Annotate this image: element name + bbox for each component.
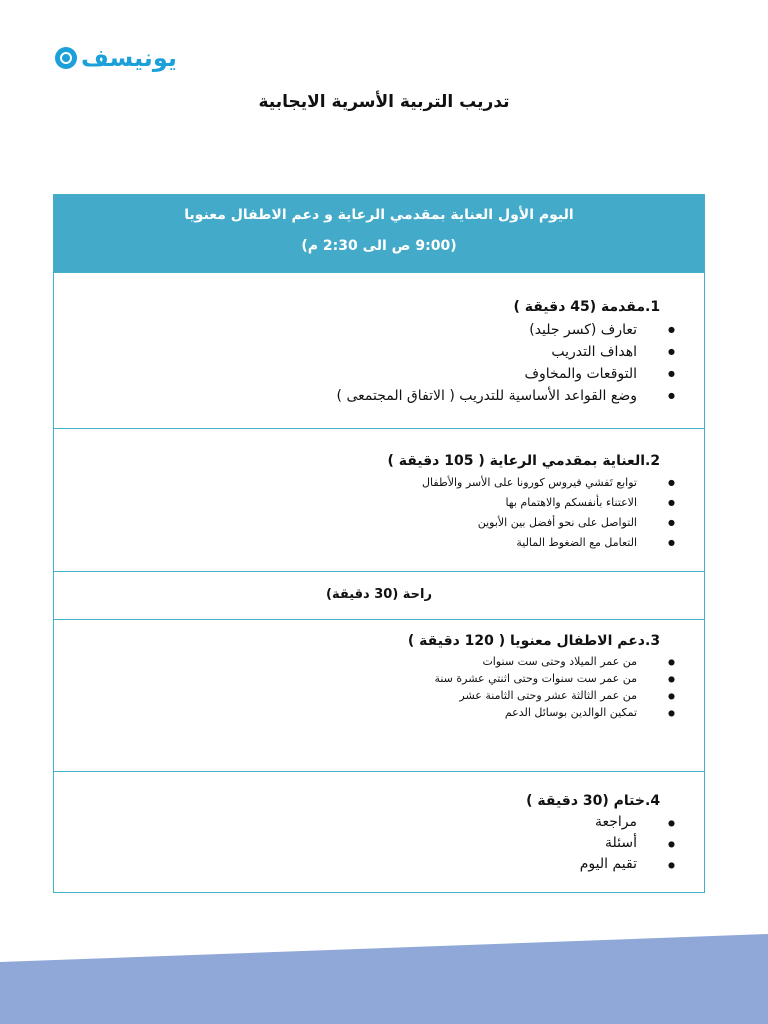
session-title-text: دعم الاطفال معنويا ( 120 دقيقة )	[407, 633, 645, 649]
session-items	[54, 473, 679, 553]
day-time: (9:00 ص الى 2:30 م)	[301, 238, 457, 254]
session-title	[54, 630, 679, 652]
footer-band-shape	[0, 934, 768, 1024]
session-items	[54, 319, 679, 407]
list-item: ● وضع القواعد الأساسية للتدريب ( الاتفاق المجتمعى )	[54, 385, 679, 407]
logo-text: يونيسف	[81, 44, 177, 72]
list-item: ● تمكين الوالدين بوسائل الدعم	[54, 704, 679, 721]
session-title-text: العناية بمقدمي الرعاية ( 105 دقيقة )	[387, 453, 645, 469]
session-title-text: ختام (30 دقيقة )	[526, 793, 645, 809]
session-number: 3.	[645, 633, 661, 649]
day-title: اليوم الأول العناية بمقدمي الرعاية و دعم الاطفال معنويا	[184, 207, 574, 223]
unicef-globe-icon	[55, 47, 77, 69]
list-item: ● تعارف (كسر جليد)	[54, 319, 679, 341]
session-items	[54, 812, 679, 875]
session-title	[54, 451, 679, 471]
session-number: 2.	[645, 453, 661, 469]
session-items	[54, 653, 679, 721]
list-item: ● من عمر ست سنوات وحتى اثنتي عشرة سنة	[54, 670, 679, 687]
session-caregiver-care	[54, 429, 704, 572]
list-item: ● الاعتناء بأنفسكم والاهتمام بها	[54, 493, 679, 513]
document-title: تدريب التربية الأسرية الايجابية	[258, 92, 510, 112]
list-item: ● التوقعات والمخاوف	[54, 363, 679, 385]
footer-band	[0, 934, 768, 1024]
unicef-logo	[55, 44, 177, 72]
session-number: 1.	[645, 299, 661, 315]
session-child-support	[54, 620, 704, 772]
schedule-table	[53, 194, 705, 893]
list-item: ● التعامل مع الضغوط المالية	[54, 533, 679, 553]
list-item: ● من عمر الميلاد وحتى ست سنوات	[54, 653, 679, 670]
session-number: 4.	[645, 793, 661, 809]
list-item: ● من عمر الثالثة عشر وحتى الثامنة عشر	[54, 687, 679, 704]
session-title-text: مقدمة (45 دقيقة )	[513, 299, 645, 315]
list-item: ● تقيم اليوم	[54, 854, 679, 875]
list-item: ● أسئلة	[54, 833, 679, 854]
schedule-header	[54, 195, 704, 273]
list-item: ● اهداف التدريب	[54, 341, 679, 363]
session-introduction	[54, 273, 704, 429]
list-item: ● التواصل على نحو أفضل بين الأبوين	[54, 513, 679, 533]
break-row: راحة (30 دقيقة)	[54, 572, 704, 620]
session-title	[54, 297, 679, 317]
session-closing	[54, 772, 704, 892]
session-title	[54, 790, 679, 812]
list-item: ● مراجعة	[54, 812, 679, 833]
list-item: ● توابع تَفشي فيروس كورونا على الأسر والأطفال	[54, 473, 679, 493]
